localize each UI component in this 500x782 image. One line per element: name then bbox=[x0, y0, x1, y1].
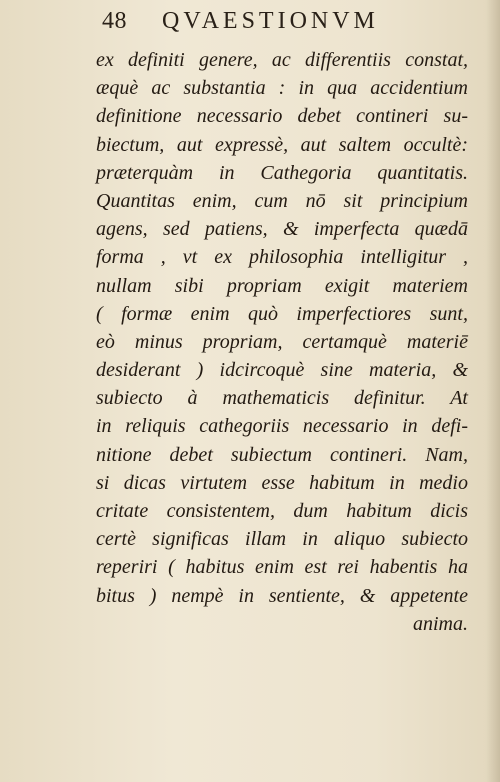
text-line: ex definiti genere, ac differentiis constat, bbox=[96, 49, 468, 71]
text-line: subiecto à mathematicis definitur. At bbox=[96, 387, 468, 410]
text-line: æquè ac substantia : in qua accidentium bbox=[96, 77, 468, 100]
text-line: eò minus propriam, certamquè materiē bbox=[96, 330, 468, 353]
text-line: certè significas illam in aliquo subiecto bbox=[96, 528, 468, 551]
text-line: desiderant ) idcircoquè sine materia, & bbox=[96, 359, 468, 382]
text-line: præterquàm in Cathegoria quantitatis. bbox=[96, 161, 468, 184]
text-line: in reliquis cathegoriis necessario in defi- bbox=[96, 415, 468, 438]
text-line: biectum, aut expressè, aut saltem occultè: bbox=[96, 133, 468, 156]
text-line: bitus ) nempè in sentiente, & appetente bbox=[96, 584, 468, 607]
running-title: QVAESTIONVM bbox=[162, 8, 379, 34]
text-line: si dicas virtutem esse habitum in medio bbox=[96, 471, 468, 494]
text-line-final: anima. bbox=[413, 612, 468, 635]
text-line: definitione necessario debet contineri su- bbox=[96, 105, 468, 128]
text-line: Quantitas enim, cum nō sit principium bbox=[96, 189, 468, 212]
body-text bbox=[96, 46, 468, 638]
text-line: nitione debet subiectum contineri. Nam, bbox=[96, 443, 468, 466]
text-line: nullam sibi propriam exigit materiem bbox=[96, 274, 468, 297]
running-head bbox=[102, 6, 462, 38]
page-edge-shadow bbox=[486, 0, 500, 782]
text-line: critate consistentem, dum habitum dicis bbox=[96, 500, 468, 522]
text-line: agens, sed patiens, & imperfecta quædā bbox=[96, 218, 468, 241]
page-number: 48 bbox=[102, 8, 127, 34]
text-line: ( formæ enim quò imperfectiores sunt, bbox=[96, 302, 468, 325]
text-line: reperiri ( habitus enim est rei habentis ha bbox=[96, 556, 468, 579]
text-line: forma , vt ex philosophia intelligitur , bbox=[96, 246, 468, 269]
